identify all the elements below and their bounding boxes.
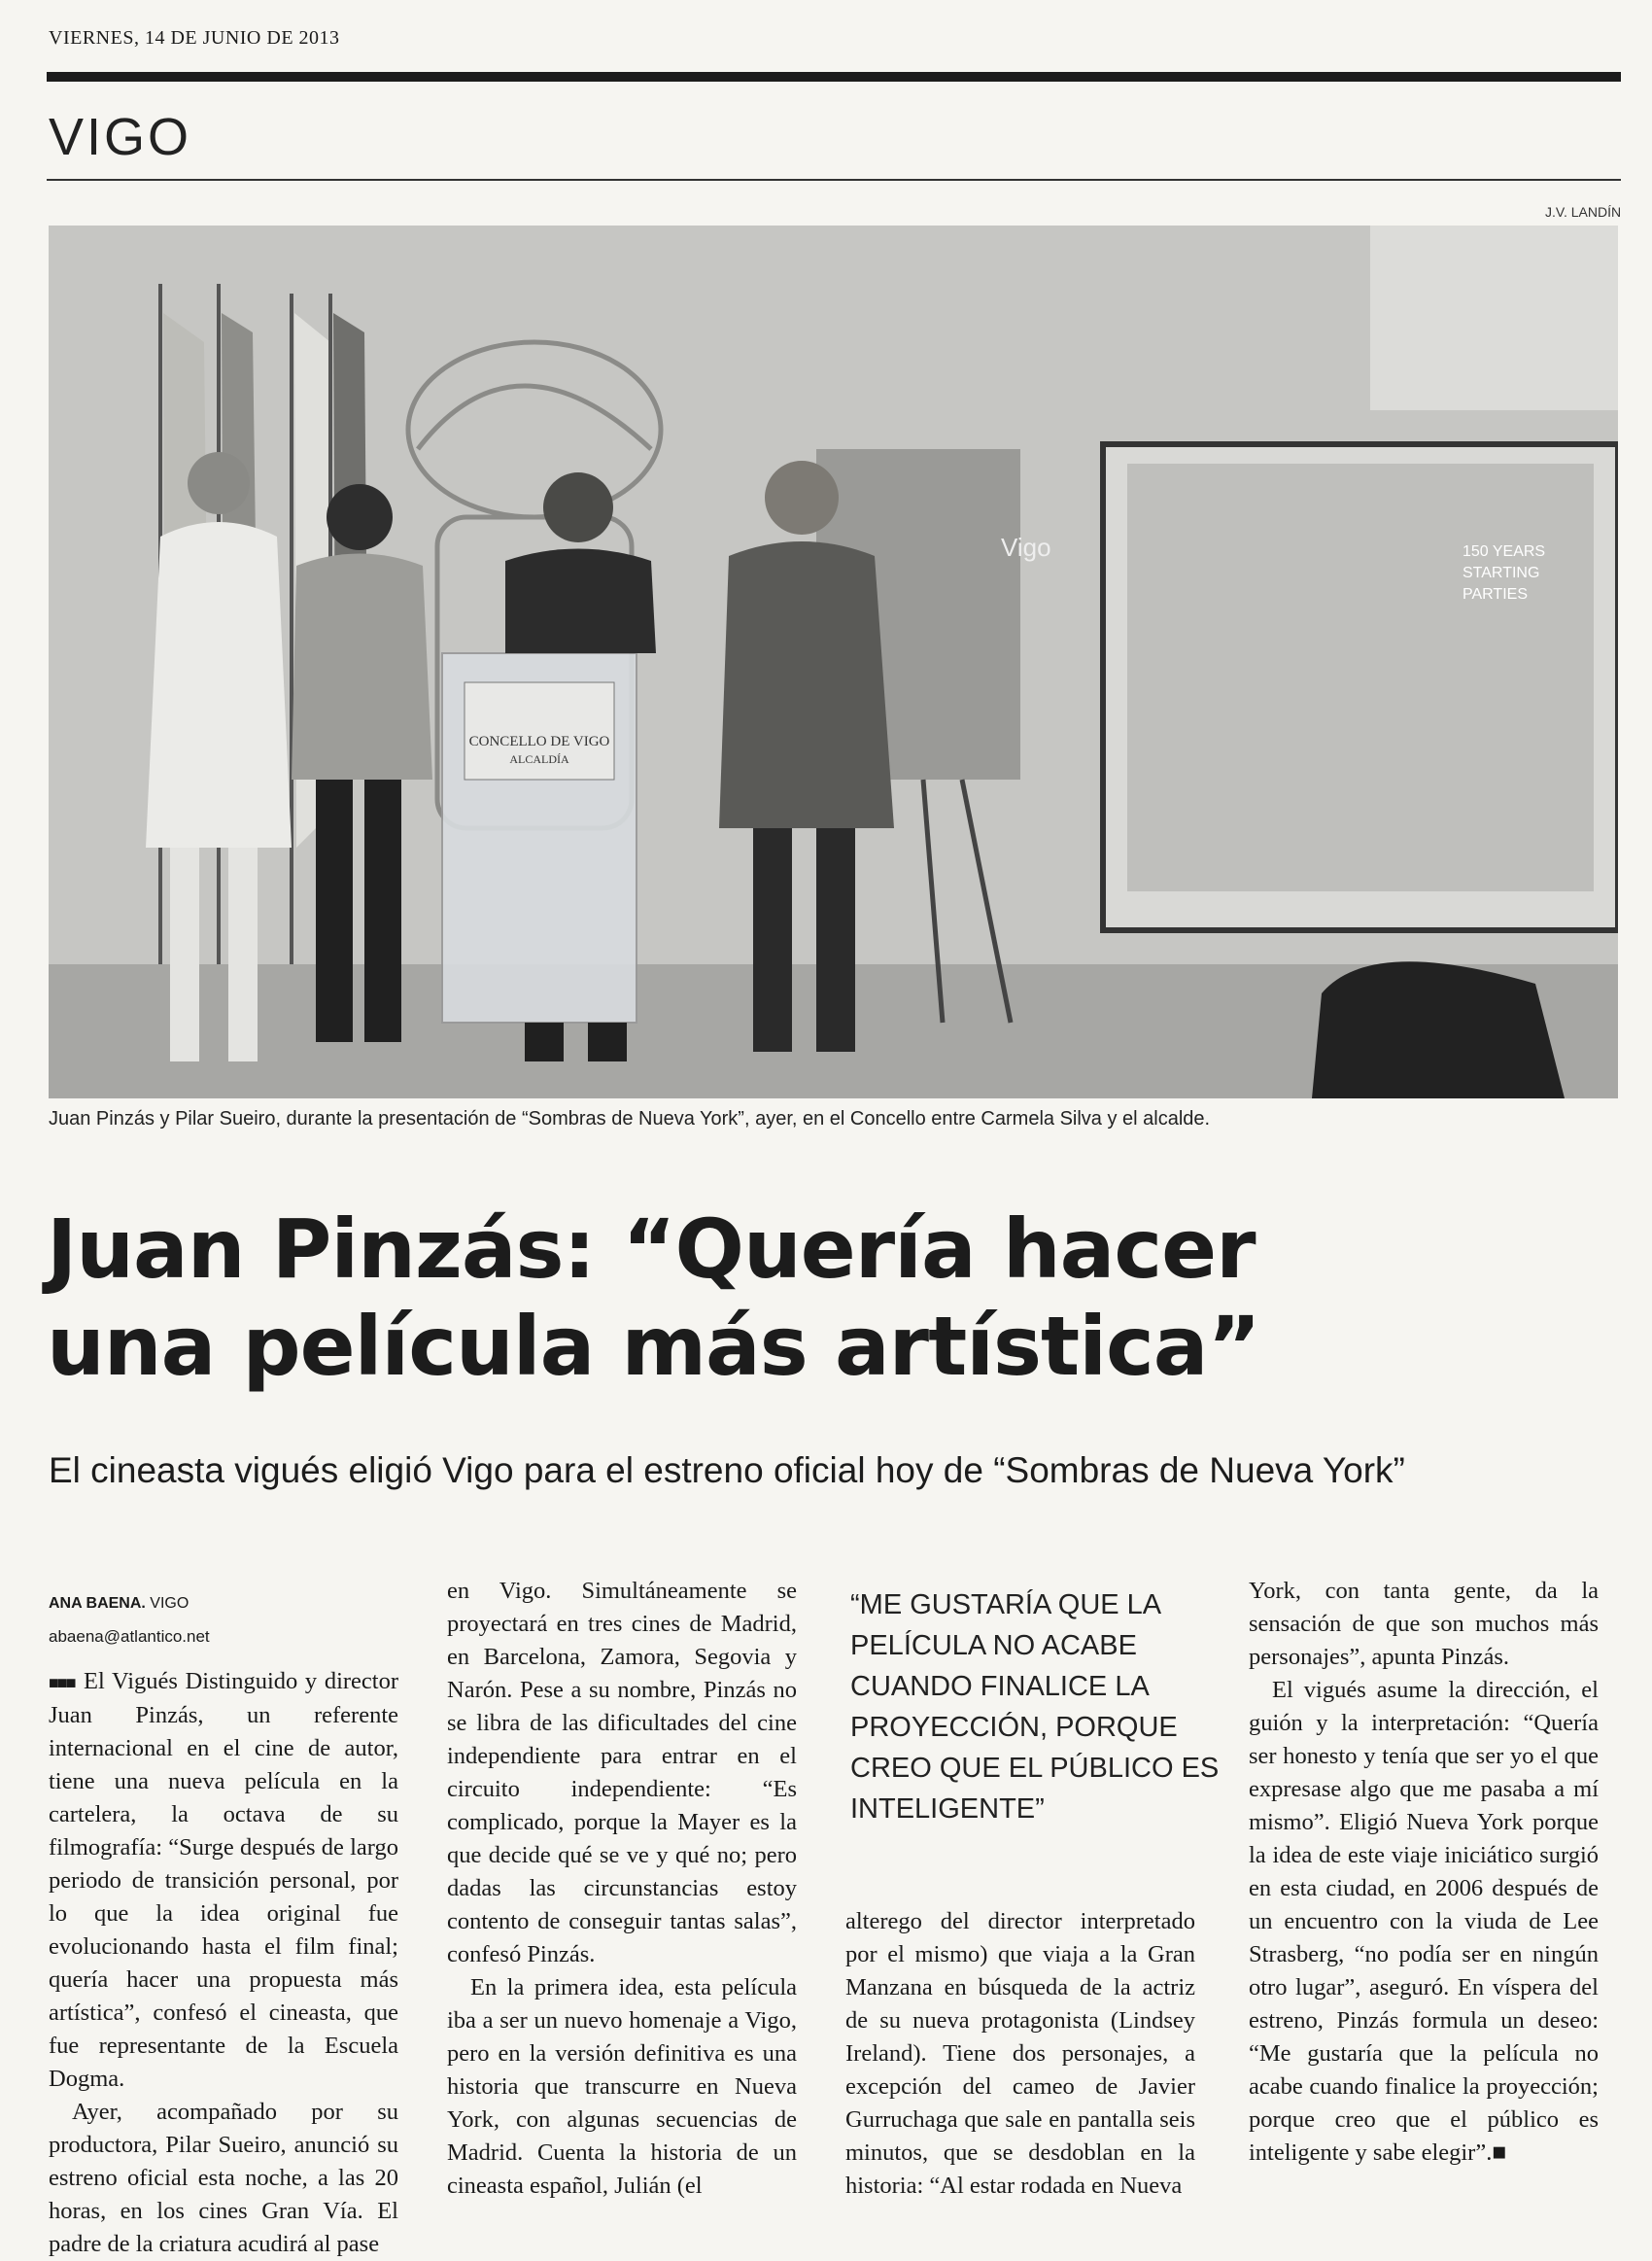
- podium: [442, 653, 637, 1023]
- end-mark: ■: [1492, 2139, 1507, 2166]
- pull-quote: “ME GUSTARÍA QUE LA PELÍCULA NO ACABE CUANDO FINALICE LA PROYECCIÓN, PORQUE CREO QUE EL PÚBLICO ES INTELIGENTE”: [850, 1589, 1220, 1825]
- subheadline: El cineasta vigués eligió Vigo para el estreno oficial hoy de “Sombras de Nueva York”: [49, 1450, 1405, 1490]
- article-column-1: [49, 1584, 398, 2261]
- paragraph: alterego del director interpretado por el mismo) que viaja a la Gran Manzana en búsqueda de la actriz de su nueva protagonista (Lindsey Ireland). Tiene dos personajes, a excepción del cameo de Javier Gurruchaga que sale en pantalla seis minutos, que se desdoblan en la historia: “Al estar rodada en Nueva: [845, 1908, 1195, 2199]
- headline-line-1: Juan Pinzás: “Quería hacer: [47, 1201, 1256, 1297]
- photo-caption: Juan Pinzás y Pilar Sueiro, durante la presentación de “Sombras de Nueva York”, ayer, en el Concello entre Carmela Silva y el alcalde.: [49, 1108, 1211, 1130]
- paragraph: ■■■ El Vigués Distinguido y director Juan Pinzás, un referente internacional en el cine de autor, tiene una nueva película en la cartelera, la octava de su filmografía: “Surge después de largo periodo de transición personal, por lo que la idea original fue evolucionando hasta el film final; quería hacer una propuesta más artística”, confesó el cineasta, que fue representante de la Escuela Dogma.: [49, 1668, 398, 2092]
- photo-credit: J.V. LANDÍN: [1545, 204, 1622, 220]
- dateline: VIERNES, 14 DE JUNIO DE 2013: [49, 27, 340, 49]
- top-rule: [47, 72, 1621, 82]
- section-rule: [47, 179, 1621, 181]
- paragraph: El vigués asume la dirección, el guión y la interpretación: “Quería ser honesto y tenía que ser yo el que expresase algo que me pasaba a mí mismo”. Eligió Nueva York porque la idea de este viaje iniciático surgió en esta ciudad, en 2006 después de un encuentro con la viuda de Lee Strasberg, “no podía ser en ningún otro lugar”, aseguró. En víspera del estreno, Pinzás formula un deseo: “Me gustaría que la película no acabe cuando finalice la proyección; porque creo que el público es inteligente y sabe elegir”.■: [1249, 1677, 1599, 2166]
- section-title: VIGO: [49, 108, 192, 166]
- poster-text: Vigo: [1001, 533, 1051, 562]
- photo-illustration: [49, 226, 1618, 1098]
- byline: [49, 1584, 398, 1620]
- headline: [47, 1200, 1621, 1395]
- headline-line-2: una película más artística”: [47, 1299, 1260, 1394]
- byline-author: ANA BAENA.: [49, 1595, 146, 1612]
- article-column-2: [447, 1575, 797, 2203]
- lead-marker: ■■■: [49, 1673, 75, 1692]
- paragraph: En la primera idea, esta película iba a ser un nuevo homenaje a Vigo, pero en la versión definitiva es una historia que transcurre en Nueva York, con algunas secuencias de Madrid. Cuenta la historia de un cineasta español, Julián (el: [447, 1974, 797, 2199]
- byline-location: VIGO: [145, 1595, 189, 1612]
- article-column-4: [1249, 1575, 1599, 2170]
- screen-text-3: PARTIES: [1463, 586, 1528, 603]
- podium-sign-line2: ALCALDÍA: [509, 752, 569, 766]
- paragraph: en Vigo. Simultáneamente se proyectará en tres cines de Madrid, en Barcelona, Zamora, Segovia y Narón. Pese a su nombre, Pinzás no se libra de las dificultades del cine independiente para entrar en el circuito independiente: “Es complicado, porque la Mayer es la que decide qué se ve y qué no; pero dadas las circunstancias estoy contento de conseguir tantas salas”, confesó Pinzás.: [447, 1578, 797, 1967]
- paragraph: Ayer, acompañado por su productora, Pilar Sueiro, anunció su estreno oficial esta noche, a las 20 horas, en los cines Gran Vía. El padre de la criatura acudirá al pase: [49, 2099, 398, 2257]
- byline-email: abaena@atlantico.net: [49, 1627, 210, 1646]
- chair: [1312, 961, 1565, 1098]
- news-photo: [49, 226, 1618, 1098]
- paragraph: York, con tanta gente, da la sensación de que son muchos más personajes”, apunta Pinzás.: [1249, 1578, 1599, 1670]
- screen-text-1: 150 YEARS: [1463, 543, 1546, 560]
- podium-sign-line1: CONCELLO DE VIGO: [468, 734, 610, 749]
- article-column-3: [845, 1905, 1195, 2203]
- screen-text-2: STARTING: [1463, 565, 1540, 581]
- projection-screen: [1103, 444, 1618, 930]
